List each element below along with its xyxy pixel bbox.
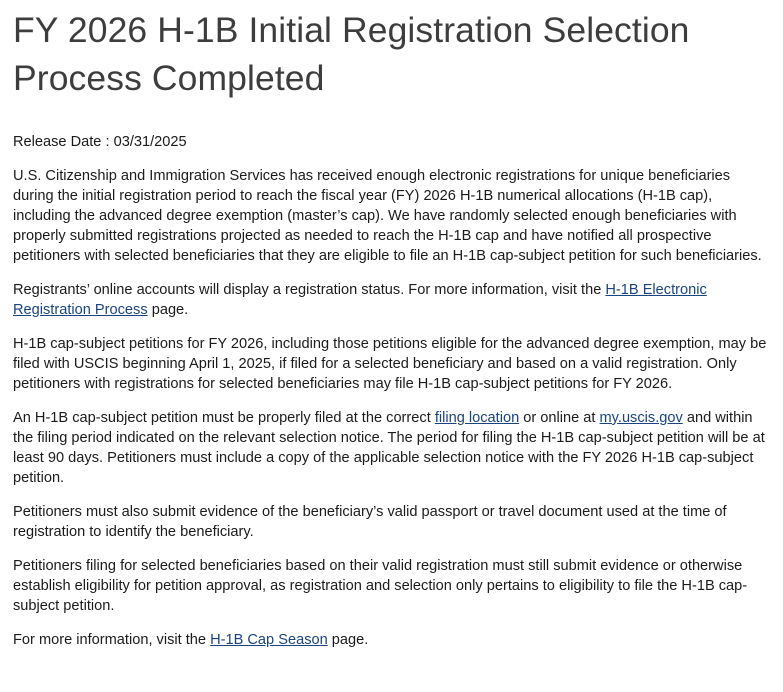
release-date-label: Release Date : (13, 134, 110, 150)
release-date-value: 03/31/2025 (113, 134, 187, 150)
paragraph-text: and within the filing period indicated on the relevant selection notice. The period for filing the H-1B cap-subject petition will be at least 90 days. Petitioners must include a copy of the applicable selection notice with the FY 2026 H-1B cap-subject petition. (13, 410, 765, 486)
paragraph-passport-evidence: Petitioners must also submit evidence of the beneficiary’s valid passport or travel document used at the time of registration to identify the beneficiary. (13, 504, 727, 540)
link-h1b-electronic-registration[interactable]: H-1B Electronic Registration Process (13, 282, 707, 318)
paragraph-text: or online at (519, 410, 600, 426)
release-date-line (13, 132, 769, 152)
link-filing-location[interactable]: filing location (434, 410, 520, 426)
page-title: FY 2026 H-1B Initial Registration Selection Process Completed (13, 10, 690, 98)
paragraph-eligibility: Petitioners filing for selected beneficiaries based on their valid registration must still submit evidence or otherwise establish eligibility for petition approval, as registration and selection only pertains to eligibility to file the H-1B cap-subject petition. (13, 558, 748, 614)
paragraph-text: page. (327, 632, 369, 648)
paragraph-text: For more information, visit the (13, 632, 211, 648)
paragraph-more-info (13, 630, 769, 650)
paragraph-intro: U.S. Citizenship and Immigration Services has received enough electronic registrations for unique beneficiaries during the initial registration period to reach the fiscal year (FY) 2026 H-1B numerical allocations (H-1B cap), including the advanced degree exemption (master’s cap). We have randomly selected enough beneficiaries with properly submitted registrations projected as needed to reach the H-1B cap and have notified all prospective petitioners with selected beneficiaries that they are eligible to file an H-1B cap-subject petition for such beneficiaries. (13, 168, 762, 264)
paragraph-filing-start: H-1B cap-subject petitions for FY 2026, including those petitions eligible for the advanced degree exemption, may be filed with USCIS beginning April 1, 2025, if filed for a selected beneficiary and based on a valid registration. Only petitioners with registrations for selected beneficiaries may file H-1B cap-subject petitions for FY 2026. (13, 336, 767, 392)
paragraph-filing-location (13, 408, 769, 488)
paragraph-text: page. (147, 302, 189, 318)
paragraph-account-status (13, 280, 769, 320)
paragraph-text: An H-1B cap-subject petition must be properly filed at the correct (13, 410, 435, 426)
link-my-uscis[interactable]: my.uscis.gov (599, 410, 683, 426)
paragraph-text: Registrants’ online accounts will display a registration status. For more information, visit the (13, 282, 606, 298)
link-h1b-cap-season[interactable]: H-1B Cap Season (210, 632, 328, 648)
